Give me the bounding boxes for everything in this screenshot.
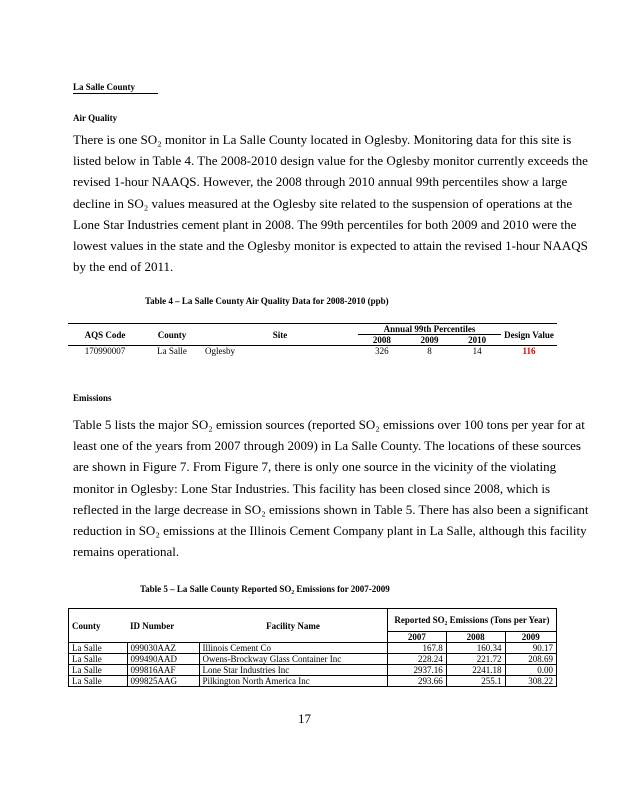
cell-county: La Salle — [157, 346, 187, 356]
cell-facility: Owens-Brockway Glass Container Inc — [199, 654, 388, 665]
table-row — [68, 346, 557, 357]
cell-2009: 8 — [427, 346, 432, 356]
cell-site: Oglesby — [205, 346, 235, 356]
cell-id: 099490AAD — [127, 654, 199, 665]
air-quality-text: There is one SO₂ monitor in La Salle County located in Oglesby. Monitoring data for this site is listed below in Table 4. The 2008-2010 design value for the Oglesby monitor currently exceeds the revised 1-hour NAAQS. However, the 2008 through 2010 annual 99th percentiles show a large decline in SO₂ values measured at the Oglesby site related to the suspension of operations at the Lone Star Industries cement plant in 2008. The 99th percentiles for both 2009 and 2010 were the lowest values in the state and the Oglesby monitor is expected to attain the revised 1-hour NAAQS by the end of 2011. — [73, 132, 588, 275]
col-reported-emissions: Reported SO₂ Emissions (Tons per Year) — [388, 609, 557, 632]
cell-aqs: 170990007 — [84, 346, 126, 356]
emissions-heading: Emissions — [73, 393, 112, 403]
cell-id: 099825AAG — [127, 676, 199, 687]
cell-2009: 90.17 — [505, 643, 557, 654]
cell-2008: 255.1 — [446, 676, 505, 687]
cell-2009: 308.22 — [505, 676, 557, 687]
table-row — [69, 643, 557, 654]
emissions-table — [68, 608, 557, 687]
air-quality-table — [68, 323, 557, 356]
col-county: County — [142, 324, 202, 346]
col-design-value: Design Value — [501, 324, 557, 346]
cell-2007: 293.66 — [388, 676, 447, 687]
col-2007: 2007 — [388, 632, 447, 643]
cell-facility: Pilkington North America Inc — [199, 676, 388, 687]
col-annual-percentiles: Annual 99th Percentiles — [358, 324, 501, 335]
table-row — [69, 676, 557, 687]
cell-id: 099030AAZ — [127, 643, 199, 654]
col-id-number: ID Number — [127, 609, 199, 643]
col-site: Site — [202, 324, 358, 346]
emissions-text: Table 5 lists the major SO₂ emission sources (reported SO₂ emissions over 100 tons per year for at least one of the years from 2007 through 2009) in La Salle County. The locations of these sources are shown in Figure 7. From Figure 7, there is only one source in the vicinity of the violating monitor in Oglesby: Lone Star Industries. This facility has been closed since 2008, which is reflected in the large decrease in SO₂ emissions shown in Table 5. There has also been a significant reduction in SO₂ emissions at the Illinois Cement Company plant in La Salle, although this facility remains operational. — [73, 417, 589, 560]
cell-design-value: 116 — [522, 346, 536, 356]
cell-id: 099816AAF — [127, 665, 199, 676]
cell-county: La Salle — [69, 665, 128, 676]
cell-county: La Salle — [69, 654, 128, 665]
cell-2008: 160.34 — [446, 643, 505, 654]
table-row — [69, 654, 557, 665]
cell-county: La Salle — [69, 676, 128, 687]
col-county: County — [69, 609, 128, 643]
table5-caption: Table 5 – La Salle County Reported SO₂ Emissions for 2007-2009 — [140, 584, 390, 594]
cell-county: La Salle — [69, 643, 128, 654]
cell-2007: 228.24 — [388, 654, 447, 665]
col-facility-name: Facility Name — [199, 609, 388, 643]
cell-2008: 2241.18 — [446, 665, 505, 676]
air-quality-heading: Air Quality — [73, 113, 118, 123]
table4-caption: Table 4 – La Salle County Air Quality Data for 2008-2010 (ppb) — [145, 296, 389, 306]
cell-2010: 14 — [472, 346, 482, 356]
col-2009: 2009 — [406, 335, 454, 346]
col-2010: 2010 — [453, 335, 501, 346]
cell-2007: 167.8 — [388, 643, 447, 654]
cell-2007: 2937.16 — [388, 665, 447, 676]
cell-facility: Illinois Cement Co — [199, 643, 388, 654]
emissions-paragraph — [73, 414, 593, 562]
cell-2009: 208.69 — [505, 654, 557, 665]
cell-2008: 221.72 — [446, 654, 505, 665]
cell-2008: 326 — [375, 346, 389, 356]
col-2008: 2008 — [358, 335, 406, 346]
col-2009: 2009 — [505, 632, 557, 643]
county-heading: La Salle County — [73, 82, 158, 94]
col-2008: 2008 — [446, 632, 505, 643]
cell-facility: Lone Star Industries Inc — [199, 665, 388, 676]
col-aqs-code: AQS Code — [68, 324, 142, 346]
table-row — [69, 665, 557, 676]
air-quality-paragraph — [73, 129, 593, 277]
page-number: 17 — [298, 711, 311, 726]
cell-2009: 0.00 — [505, 665, 557, 676]
